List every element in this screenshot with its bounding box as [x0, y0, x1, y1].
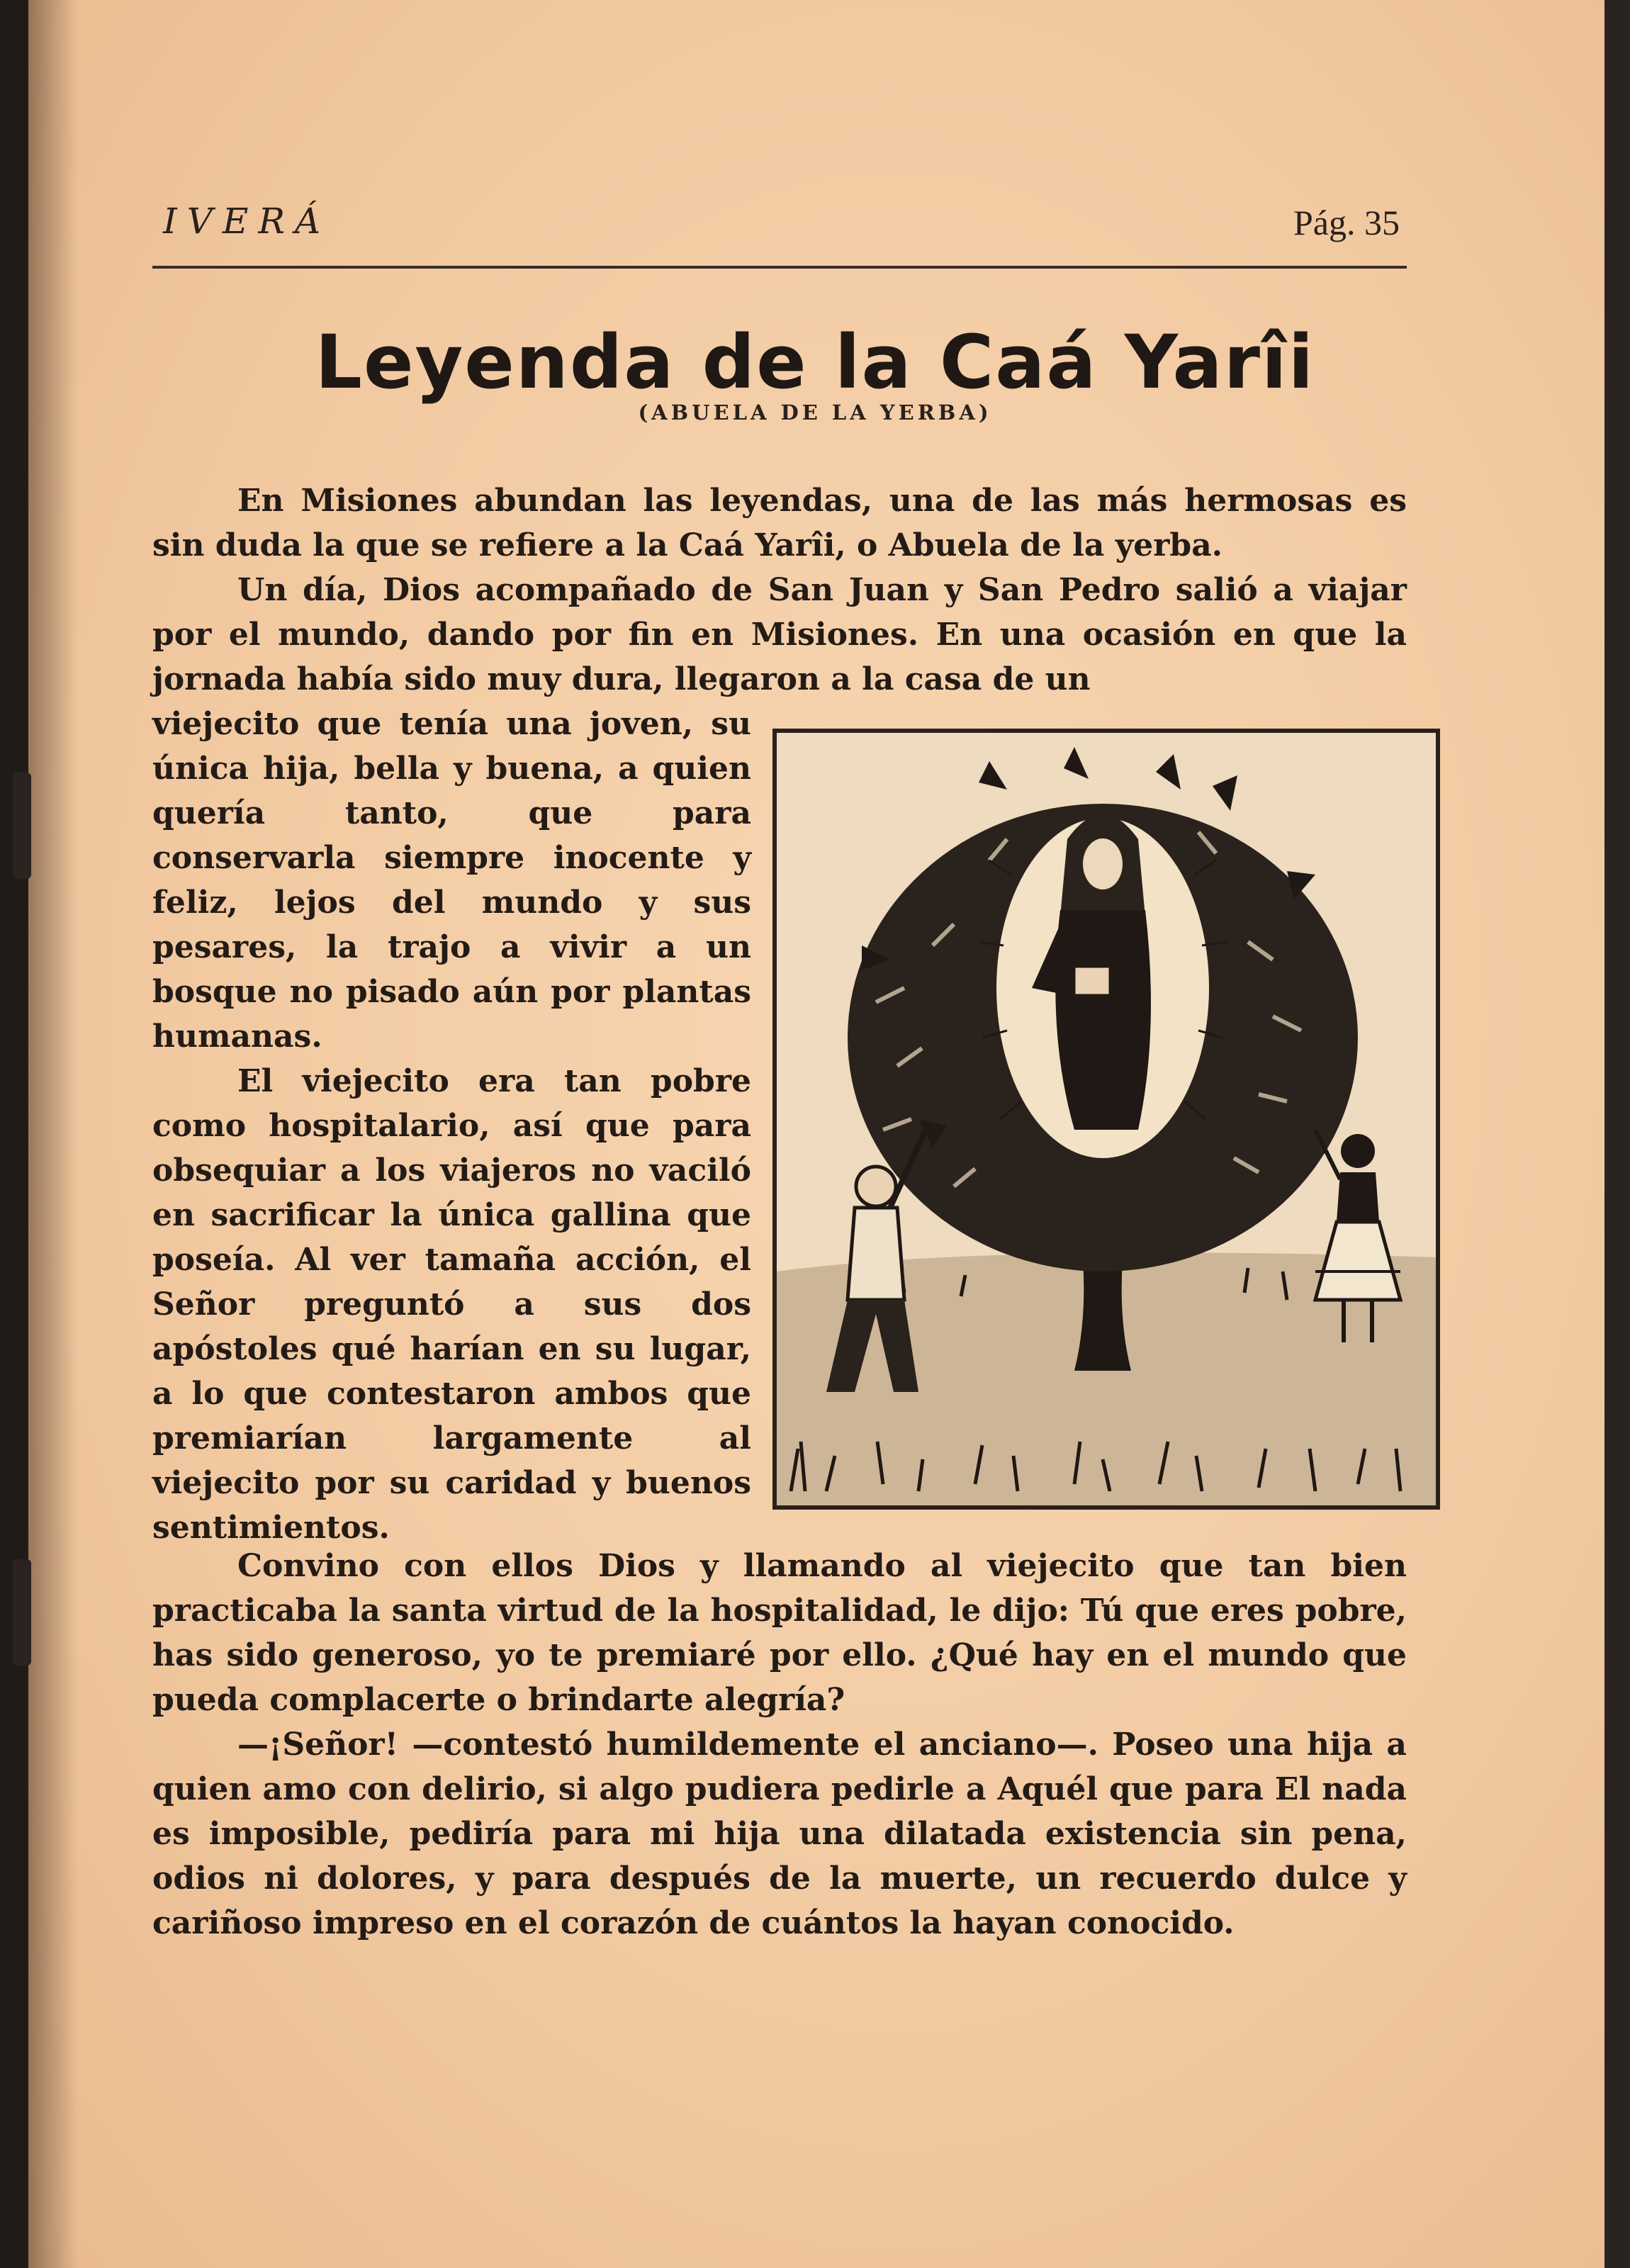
binding-thread [13, 1559, 31, 1666]
article-title: Leyenda de la Caá Yarîi [315, 319, 1315, 405]
paragraph-daughter: viejecito que tenía una joven, su única hija, bella y buena, a quien quería tanto, que para conservarla siempre inocente y feliz, lejos del mundo y sus pesares, la trajo a vivir a un bosque no pisado aún por plantas humanas. [152, 706, 751, 1055]
paragraph-intro: En Misiones abundan las leyendas, una de las más hermosas es sin duda la que se refiere a la Caá Yarîi, o Abuela de la yerba. [152, 483, 1407, 563]
article-subtitle: (ABUELA DE LA YERBA) [638, 400, 992, 425]
paragraph-reward: Convino con ellos Dios y llamando al viejecito que tan bien practicaba la santa virtud de la hospitalidad, le dijo: Tú que eres pobre, has sido generoso, yo te premiaré por ello. ¿Qué hay en el mundo que pueda complacerte o brindarte alegría? [152, 1548, 1407, 1718]
paragraph-hospitality: El viejecito era tan pobre como hospitalario, así que para obsequiar a los viajeros no vaciló en sacrificar la única gallina que poseía. Al ver tamaña acción, el Señor preguntó a sus dos apóstoles qué harían en su lugar, a lo que contestaron ambos que premiarían largamente al viejecito por su caridad y buenos sentimientos. [152, 1063, 751, 1546]
paragraph-journey: Un día, Dios acompañado de San Juan y San Pedro salió a viajar por el mundo, dando por fin en Misiones. En una ocasión en que la jornada había sido muy dura, llegaron a la casa de un [152, 572, 1407, 697]
page-number: Pág. 35 [1293, 203, 1400, 242]
illustration-frame [772, 729, 1440, 1510]
running-header [152, 195, 1407, 269]
paragraph-answer: —¡Señor! —contestó humildemente el anciano—. Poseo una hija a quien amo con delirio, si algo pudiera pedirle a Aquél que para El nada es imposible, pediría para mi hija una dilatada existencia sin pena, odios ni dolores, y para después de la muerte, un recuerdo dulce y cariñoso impreso en el corazón de cuántos la hayan conocido. [152, 1727, 1407, 1941]
woodcut-illustration [777, 733, 1436, 1505]
binding-thread [13, 773, 31, 879]
magazine-name: IVERÁ [163, 201, 331, 242]
